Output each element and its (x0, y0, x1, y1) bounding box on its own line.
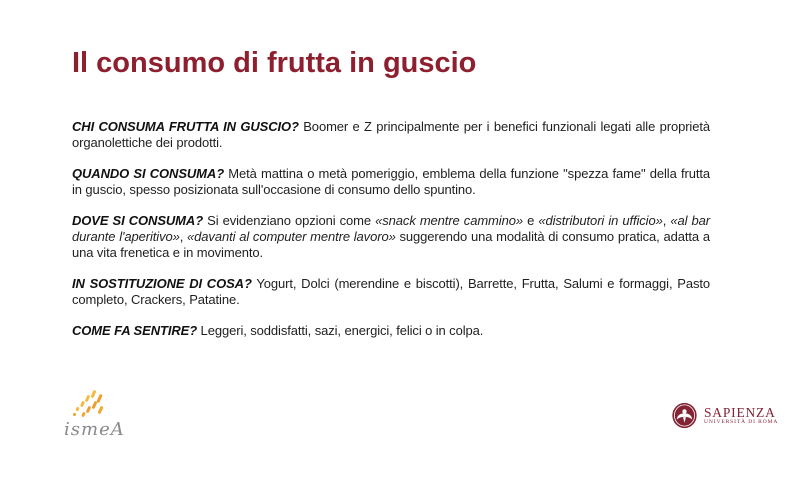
slide-title: Il consumo di frutta in guscio (72, 47, 477, 79)
ismea-logo (64, 389, 154, 439)
text-in-sostituzione: Yogurt, Dolci (merendine e biscotti), Barrette, Frutta, Salumi e formaggi, Pasto completo, Crackers, Patatine. (72, 276, 710, 307)
text-dove-seg2: e (522, 213, 539, 228)
text-dove-seg4: , (179, 229, 188, 244)
lead-chi-consuma: CHI CONSUMA FRUTTA IN GUSCIO? (72, 119, 299, 134)
quote-davanti-al-computer: «davanti al computer mentre lavoro» (187, 229, 396, 244)
quote-distributori-in-ufficio: «distributori in ufficio» (538, 213, 663, 228)
paragraph-dove-si-consuma (72, 213, 710, 261)
lead-in-sostituzione: IN SOSTITUZIONE DI COSA? (72, 276, 252, 291)
paragraph-quando-si-consuma (72, 166, 710, 198)
sapienza-name: SAPIENZA (704, 404, 776, 420)
ismea-wordmark: ismeA (64, 419, 125, 440)
lead-quando-si-consuma: QUANDO SI CONSUMA? (72, 166, 225, 181)
ismea-sparks-icon (72, 389, 116, 419)
sapienza-seal-icon (671, 402, 698, 429)
sapienza-wordmark (704, 406, 778, 426)
text-come-fa-sentire: Leggeri, soddisfatti, sazi, energici, felici o in colpa. (197, 323, 484, 338)
paragraph-chi-consuma (72, 119, 710, 151)
quote-al-bar-durante-aperitivo: «al bar durante l'aperitivo» (72, 213, 711, 244)
text-quando-si-consuma: Metà mattina o metà pomeriggio, emblema della funzione "spezza fame" della frutta in guscio, spesso posizionata sull'occasione di consumo dello spuntino. (72, 166, 710, 197)
text-dove-seg1: Si evidenziano opzioni come (203, 213, 376, 228)
paragraph-come-fa-sentire (72, 323, 710, 339)
paragraph-in-sostituzione (72, 276, 710, 308)
sapienza-logo (671, 402, 778, 429)
text-chi-consuma: Boomer e Z principalmente per i benefici funzionali legati alle proprietà organolettiche dei prodotti. (72, 119, 710, 150)
text-dove-seg3: , (662, 213, 671, 228)
lead-dove-si-consuma: DOVE SI CONSUMA? (72, 213, 204, 228)
quote-snack-mentre-cammino: «snack mentre cammino» (375, 213, 523, 228)
lead-come-fa-sentire: COME FA SENTIRE? (72, 323, 198, 338)
slide-body (72, 119, 710, 354)
sapienza-subtitle: UNIVERSITÀ DI ROMA (704, 418, 779, 425)
text-dove-seg5: suggerendo una modalità di consumo pratica, adatta a una vita frenetica e in movimento. (72, 229, 710, 260)
